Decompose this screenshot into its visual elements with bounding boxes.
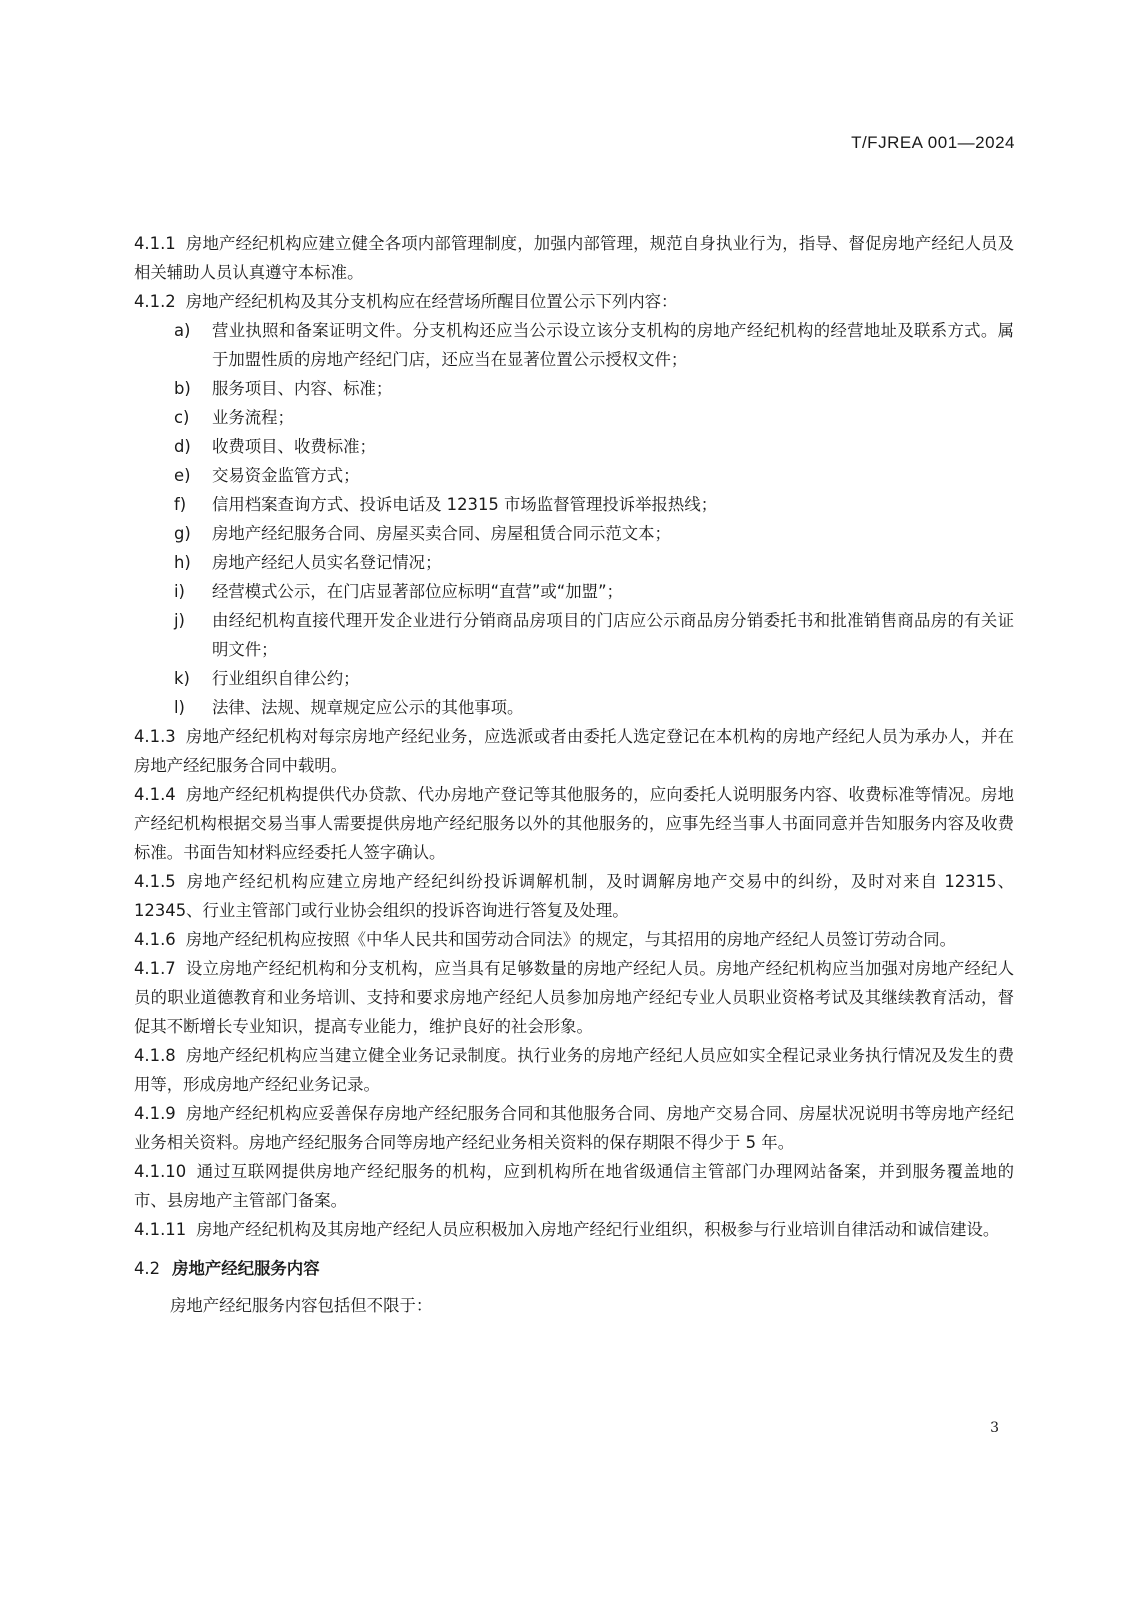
clause-paragraph (134, 954, 1014, 1041)
clause-text: 房地产经纪机构应妥善保存房地产经纪服务合同和其他服务合同、房地产交易合同、房屋状况说明书等房地产经纪业务相关资料。房地产经纪服务合同等房地产经纪业务相关资料的保存期限不得少于 5 年。 (134, 1104, 1014, 1152)
list-item (134, 374, 1014, 403)
clause-paragraph (134, 780, 1014, 867)
clause-number: 4.1.11 (134, 1220, 187, 1239)
clause-text: 设立房地产经纪机构和分支机构，应当具有足够数量的房地产经纪人员。房地产经纪机构应当加强对房地产经纪人员的职业道德教育和业务培训、支持和要求房地产经纪人员参加房地产经纪专业人员职业资格考试及其继续教育活动，督促其不断增长专业知识，提高专业能力，维护良好的社会形象。 (134, 959, 1014, 1036)
clause-text: 房地产经纪机构应当建立健全业务记录制度。执行业务的房地产经纪人员应如实全程记录业务执行情况及发生的费用等，形成房地产经纪业务记录。 (134, 1046, 1014, 1094)
clause-number: 4.1.2 (134, 292, 176, 311)
list-item (134, 606, 1014, 664)
list-item-text: 业务流程； (212, 408, 294, 427)
clause-paragraph (134, 1041, 1014, 1099)
clause-number: 4.1.6 (134, 930, 176, 949)
clause-paragraph (134, 1157, 1014, 1215)
list-item-text: 行业组织自律公约； (212, 669, 360, 688)
clause-number: 4.1.4 (134, 785, 176, 804)
list-item (134, 403, 1014, 432)
section-intro: 房地产经纪服务内容包括但不限于： (170, 1296, 433, 1315)
list-item-text: 收费项目、收费标准； (212, 437, 376, 456)
list-item (134, 519, 1014, 548)
list-item-text: 由经纪机构直接代理开发企业进行分销商品房项目的门店应公示商品房分销委托书和批准销售商品房的有关证明文件； (212, 611, 1014, 659)
list-item-marker: k) (174, 669, 190, 688)
list-item-text: 法律、法规、规章规定应公示的其他事项。 (212, 698, 524, 717)
list-item-marker: l) (174, 698, 185, 717)
clause-text: 通过互联网提供房地产经纪服务的机构，应到机构所在地省级通信主管部门办理网站备案，并到服务覆盖地的市、县房地产主管部门备案。 (134, 1162, 1014, 1210)
list-item-text: 服务项目、内容、标准； (212, 379, 393, 398)
list-item-text: 房地产经纪人员实名登记情况； (212, 553, 442, 572)
list-item-text: 交易资金监管方式； (212, 466, 360, 485)
list-item-marker: h) (174, 553, 191, 572)
list-item (134, 577, 1014, 606)
clause-text: 房地产经纪机构对每宗房地产经纪业务，应选派或者由委托人选定登记在本机构的房地产经纪人员为承办人，并在房地产经纪服务合同中载明。 (134, 727, 1014, 775)
list-item-marker: b) (174, 379, 191, 398)
disclosure-list (134, 316, 1014, 722)
list-item (134, 432, 1014, 461)
clause-text: 房地产经纪机构及其分支机构应在经营场所醒目位置公示下列内容： (185, 292, 678, 311)
list-item (134, 461, 1014, 490)
list-item-marker: a) (174, 321, 191, 340)
list-item-marker: g) (174, 524, 191, 543)
clause-text: 房地产经纪机构应建立健全各项内部管理制度，加强内部管理，规范自身执业行为，指导、督促房地产经纪人员及相关辅助人员认真遵守本标准。 (134, 234, 1014, 282)
clause-number: 4.1.9 (134, 1104, 176, 1123)
clause-paragraph (134, 1215, 1014, 1244)
list-item-text: 经营模式公示，在门店显著部位应标明“直营”或“加盟”； (212, 582, 623, 601)
clause-paragraph (134, 867, 1014, 925)
page-number: 3 (990, 1420, 999, 1436)
clause-paragraph (134, 722, 1014, 780)
clause-number: 4.1.8 (134, 1046, 176, 1065)
list-item-text: 房地产经纪服务合同、房屋买卖合同、房屋租赁合同示范文本； (212, 524, 671, 543)
clause-paragraph (134, 287, 1014, 316)
list-item (134, 548, 1014, 577)
clause-paragraph (134, 925, 1014, 954)
list-item-text: 营业执照和备案证明文件。分支机构还应当公示设立该分支机构的房地产经纪机构的经营地址及联系方式。属于加盟性质的房地产经纪门店，还应当在显著位置公示授权文件； (212, 321, 1014, 369)
clause-paragraph (134, 1099, 1014, 1157)
list-item-marker: d) (174, 437, 191, 456)
clauses-after-list (134, 722, 1014, 1244)
list-item (134, 316, 1014, 374)
clause-text: 房地产经纪机构及其房地产经纪人员应积极加入房地产经纪行业组织，积极参与行业培训自律活动和诚信建设。 (196, 1220, 1000, 1239)
section-title: 房地产经纪服务内容 (172, 1259, 320, 1278)
list-item-marker: e) (174, 466, 191, 485)
document-code: T/FJREA 001—2024 (851, 133, 1015, 152)
list-item-marker: j) (174, 611, 185, 630)
section-number: 4.2 (134, 1259, 161, 1278)
clauses-before-list (134, 229, 1014, 316)
clause-text: 房地产经纪机构应建立房地产经纪纠纷投诉调解机制，及时调解房地产交易中的纠纷，及时对来自 12315、12345、行业主管部门或行业协会组织的投诉咨询进行答复及处理。 (134, 872, 1014, 920)
clause-number: 4.1.3 (134, 727, 176, 746)
list-item-marker: f) (174, 495, 187, 514)
list-item-text: 信用档案查询方式、投诉电话及 12315 市场监督管理投诉举报热线； (212, 495, 718, 514)
clause-number: 4.1.10 (134, 1162, 187, 1181)
clause-text: 房地产经纪机构提供代办贷款、代办房地产登记等其他服务的，应向委托人说明服务内容、收费标准等情况。房地产经纪机构根据交易当事人需要提供房地产经纪服务以外的其他服务的，应事先经当事人书面同意并告知服务内容及收费标准。书面告知材料应经委托人签字确认。 (134, 785, 1014, 862)
page-content (134, 229, 1014, 1320)
list-item (134, 693, 1014, 722)
list-item-marker: i) (174, 582, 185, 601)
clause-number: 4.1.1 (134, 234, 176, 253)
list-item (134, 490, 1014, 519)
clause-paragraph (134, 229, 1014, 287)
clause-text: 房地产经纪机构应按照《中华人民共和国劳动合同法》的规定，与其招用的房地产经纪人员签订劳动合同。 (185, 930, 957, 949)
section-heading (134, 1254, 1014, 1283)
list-item-marker: c) (174, 408, 190, 427)
clause-number: 4.1.5 (134, 872, 176, 891)
list-item (134, 664, 1014, 693)
clause-number: 4.1.7 (134, 959, 176, 978)
